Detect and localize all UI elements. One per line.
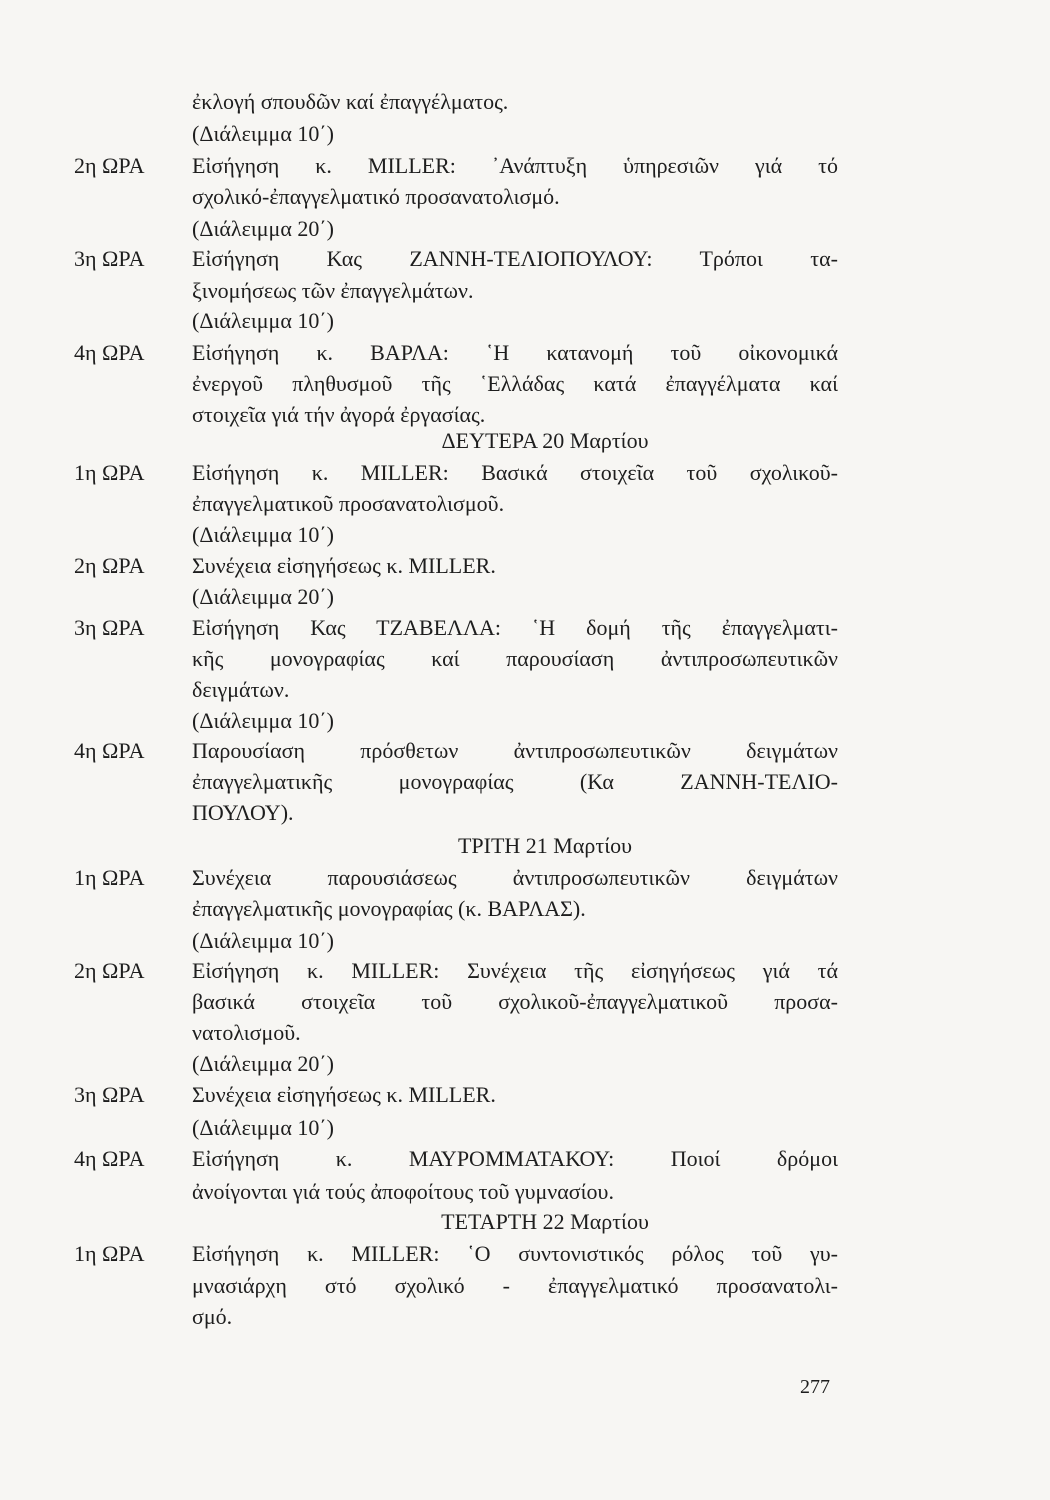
break-note: (Διάλειμμα 10΄) [192,121,335,146]
session-text-line: μνασιάρχη στό σχολικό - ἐπαγγελματικό προσανατολι- [192,1273,838,1298]
session-text-line: Συνέχεια παρουσιάσεως ἀντιπροσωπευτικῶν δειγμάτων [192,865,838,890]
session-text-line: Εἰσήγηση κ. MILLER: Συνέχεια τῆς εἰσηγήσεως γιά τά [192,958,838,983]
break-note: (Διάλειμμα 20΄) [192,1051,335,1076]
break-note: (Διάλειμμα 20΄) [192,584,335,609]
session-label: 1η ΩΡΑ [74,1241,145,1266]
session-label: 3η ΩΡΑ [74,615,145,640]
session-text-line: σμό. [192,1304,233,1329]
session-text-line: ἐπαγγελματικοῦ προσανατολισμοῦ. [192,491,505,516]
session-text-line: ξινομήσεως τῶν ἐπαγγελμάτων. [192,278,474,303]
page-number: 277 [800,1376,830,1398]
break-note: (Διάλειμμα 10΄) [192,522,335,547]
session-label: 4η ΩΡΑ [74,340,145,365]
session-text-line: Εἰσήγηση Κας ΖΑΝΝΗ-ΤΕΛΙΟΠΟΥΛΟΥ: Τρόποι τα- [192,246,838,271]
break-note: (Διάλειμμα 10΄) [192,708,335,733]
session-text-line: ἀνοίγονται γιά τούς ἀποφοίτους τοῦ γυμνασίου. [192,1179,614,1204]
session-text-line: ἐνεργοῦ πληθυσμοῦ τῆς ῾Ελλάδας κατά ἐπαγγέλματα καί [192,371,838,396]
day-heading: ΔΕΥΤΕΡΑ 20 Μαρτίου [441,428,649,453]
session-text-line: Εἰσήγηση κ. ΒΑΡΛΑ: ῾Η κατανομή τοῦ οἰκονομικά [192,340,838,365]
session-text-line: Εἰσήγηση Κας ΤΖΑΒΕΛΛΑ: ῾Η δομή τῆς ἐπαγγελματι- [192,615,838,640]
session-text-line: Εἰσήγηση κ. MILLER: Βασικά στοιχεῖα τοῦ σχολικοῦ- [192,460,838,485]
session-text-line: νατολισμοῦ. [192,1020,301,1045]
session-text-line: ἐκλογή σπουδῶν καί ἐπαγγέλματος. [192,89,509,114]
session-label: 4η ΩΡΑ [74,738,145,763]
day-heading: ΤΡΙΤΗ 21 Μαρτίου [457,833,633,858]
session-text-line: Συνέχεια εἰσηγήσεως κ. MILLER. [192,1082,496,1107]
break-note: (Διάλειμμα 10΄) [192,928,335,953]
break-note: (Διάλειμμα 20΄) [192,216,335,241]
session-label: 2η ΩΡΑ [74,958,145,983]
session-text-line: ἐπαγγελματικῆς μονογραφίας (Κα ΖΑΝΝΗ-ΤΕΛΙΟ- [192,769,838,794]
session-text-line: Συνέχεια εἰσηγήσεως κ. MILLER. [192,553,496,578]
session-text-line: Εἰσήγηση κ. MILLER: ᾽Ανάπτυξη ὑπηρεσιῶν γιά τό [192,153,838,178]
session-text-line: Εἰσήγηση κ. MILLER: ῾Ο συντονιστικός ρόλος τοῦ γυ- [192,1241,838,1266]
session-label: 2η ΩΡΑ [74,553,145,578]
day-heading: ΤΕΤΑΡΤΗ 22 Μαρτίου [441,1209,649,1234]
break-note: (Διάλειμμα 10΄) [192,308,335,333]
session-text-line: Εἰσήγηση κ. ΜΑΥΡΟΜΜΑΤΑΚΟΥ: Ποιοί δρόμοι [192,1146,838,1171]
session-text-line: δειγμάτων. [192,677,290,702]
session-text-line: ΠΟΥΛΟΥ). [192,800,294,825]
session-label: 4η ΩΡΑ [74,1146,145,1171]
session-label: 3η ΩΡΑ [74,246,145,271]
break-note: (Διάλειμμα 10΄) [192,1115,335,1140]
session-text-line: στοιχεῖα γιά τήν ἀγορά ἐργασίας. [192,402,486,427]
session-text-line: Παρουσίαση πρόσθετων ἀντιπροσωπευτικῶν δειγμάτων [192,738,838,763]
session-text-line: σχολικό-ἐπαγγελματικό προσανατολισμό. [192,184,560,209]
session-label: 1η ΩΡΑ [74,865,145,890]
session-text-line: κῆς μονογραφίας καί παρουσίαση ἀντιπροσωπευτικῶν [192,646,838,671]
session-text-line: ἐπαγγελματικῆς μονογραφίας (κ. ΒΑΡΛΑΣ). [192,896,586,921]
session-label: 1η ΩΡΑ [74,460,145,485]
session-label: 2η ΩΡΑ [74,153,145,178]
session-text-line: βασικά στοιχεῖα τοῦ σχολικοῦ-ἐπαγγελματικοῦ προσα- [192,989,838,1014]
session-label: 3η ΩΡΑ [74,1082,145,1107]
